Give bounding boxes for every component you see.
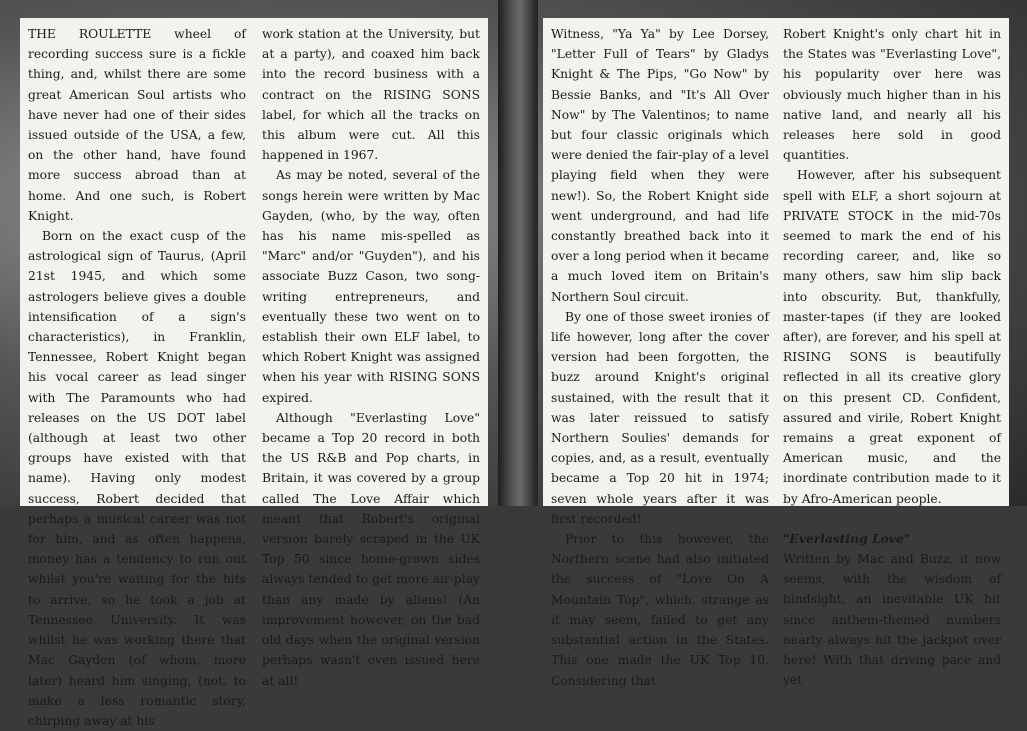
left-column-2 xyxy=(262,24,480,688)
paragraph: Although "Everlasting Love" became a Top 20 record in both the US R&B and Pop charts, in Britain, it was covered by a group called The Love Affair which meant that Robert's original version barely scraped in the UK Top 50 since home-grown sides always tended to get more air-play than any made by aliens! (An improvement however, on the bad old days when the original version perhaps wasn't even issued here at all! xyxy=(262,410,480,688)
paragraph: Robert Knight's only chart hit in the States was "Everlasting Love", his popularity over here was obviously much higher than in his native land, and nearly all his releases here sold in good quantities. xyxy=(783,27,1001,163)
paragraph: Witness, "Ya Ya" by Lee Dorsey, "Letter Full of Tears" by Gladys Knight & The Pips, "Go Now" by Bessie Banks, and "It's All Over Now" by The Valentinos; to name but four classic originals which were denied the fair-play of a level playing field when they were new!). So, the Robert Knight side went underground, and had life constantly breathed back into it over a long period when it became a much loved item on Britain's Northern Soul circuit. xyxy=(551,27,769,304)
right-page xyxy=(543,18,1009,688)
section-heading: "Everlasting Love" xyxy=(783,530,911,546)
right-column-2 xyxy=(783,24,1001,688)
paragraph: However, after his subsequent spell with ELF, a short sojourn at PRIVATE STOCK in the mid-70s seemed to mark the end of his recording career, and, like so many others, saw him slip back into obscurity. But, thankfully, master-tapes (if they are looked after), are forever, and his spell at RISING SONS is beautifully reflected in all its creative glory on this present CD. Confident, assured and virile, Robert Knight remains a great exponent of American music, and the inordinate contribution made to it by Afro-American people. xyxy=(783,168,1001,506)
page-gutter xyxy=(498,0,538,506)
left-column-1 xyxy=(28,24,246,728)
left-page xyxy=(20,18,488,728)
right-column-1 xyxy=(551,24,769,688)
paragraph: THE ROULETTE wheel of recording success sure is a fickle thing, and, whilst there are some great American Soul artists who have never had one of their sides issued outside of the USA, a few, on the other hand, have found more success abroad than at home. And one such, is Robert Knight. xyxy=(28,27,246,223)
paragraph: work station at the University, but at a party), and coaxed him back into the record business with a contract on the RISING SONS label, for which all the tracks on this album were cut. All this happened in 1967. xyxy=(262,27,480,163)
paragraph: Prior to this however, the Northern scene had also initiated the success of "Love On A Mountain Top", which, strange as it may seem, failed to get any substantial action in the States. This one made the UK Top 10. Considering that xyxy=(551,532,769,688)
paragraph: Born on the exact cusp of the astrological sign of Taurus, (April 21st 1945, and which some astrologers believe gives a double intensification of a sign's characteristics), in Franklin, Tennessee, Robert Knight began his vocal career as lead singer with The Paramounts who had releases on the US DOT label (although at least two other groups have existed with that name). Having only modest success, Robert decided that perhaps a musical career was not for him, and as often happens, money has a tendency to run out whilst you're waiting for the hits to arrive, so he took a job at Tennessee University. It was whilst he was working there that Mac Gayden (of whom, more later) heard him singing, (not, to make a less romantic story, chirping away at his xyxy=(28,229,246,728)
paragraph: Written by Mac and Buzz, it now seems, with the wisdom of hindsight, an inevitable UK hit since anthem-themed numbers nearly always hit the jackpot over here! With that driving pace and yet xyxy=(783,552,1001,688)
paragraph: By one of those sweet ironies of life however, long after the cover version had been forgotten, the buzz around Knight's original sustained, with the result that it was later reissued to satisfy Northern Soulies' demands for copies, and, as a result, eventually became a Top 20 hit in 1974; seven whole years after it was first recorded! xyxy=(551,309,769,526)
paragraph: As may be noted, several of the songs herein were written by Mac Gayden, (who, by the way, often has his name mis-spelled as "Marc" and/or "Guyden"), and his associate Buzz Cason, two song-writing entrepreneurs, and eventually these two went on to establish their own ELF label, to which Robert Knight was assigned when his year with RISING SONS expired. xyxy=(262,168,480,405)
